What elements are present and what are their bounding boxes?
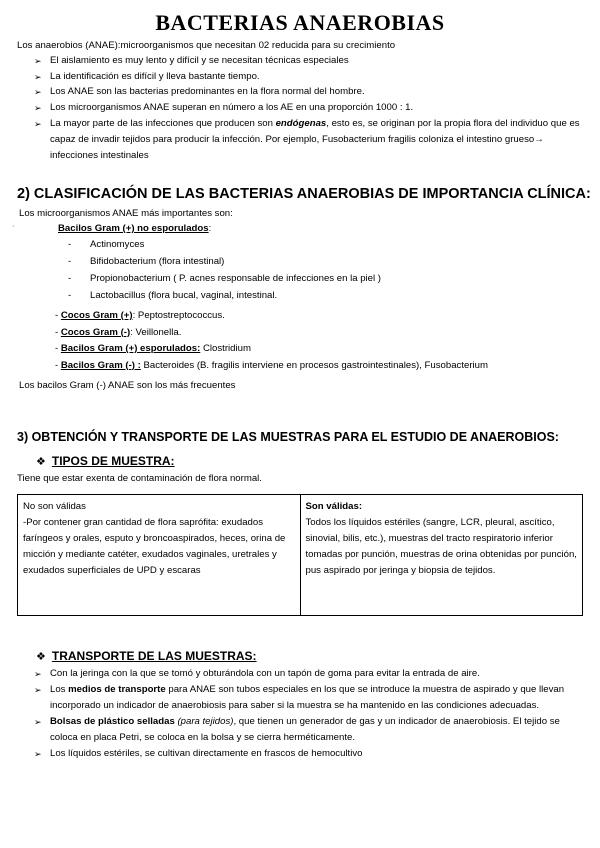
list-item: ➢ El aislamiento es muy lento y difícil y se necesitan técnicas especiales	[34, 55, 349, 66]
bacilos-no-esporulados-heading: Bacilos Gram (+) no esporulados:	[58, 223, 212, 234]
intro-text: Los anaerobios (ANAE):microorganismos que necesitan 02 reducida para su crecimiento	[17, 40, 396, 51]
tipos-intro: Tiene que estar exenta de contaminación de flora normal.	[17, 473, 262, 484]
groups-list	[55, 309, 585, 375]
list-item: - Cocos Gram (-): Veillonella.	[55, 326, 182, 338]
list-item: - Bacilos Gram (-) : Bacteroides (B. fragilis interviene en procesos gastrointestinales), Fusobacterium	[55, 359, 488, 371]
dash-icon: -	[68, 256, 72, 267]
list-item: ➢ Los líquidos estériles, se cultivan directamente en frascos de hemocultivo	[20, 746, 585, 762]
list-item: ➢ Con la jeringa con la que se tomó y obturándola con un tapón de goma para evitar la entrada de aire.	[20, 666, 585, 682]
invalid-samples-title: No son válidas	[23, 501, 86, 512]
list-item: ➢ Los microorganismos ANAE superan en número a los AE en una proporción 1000 : 1.	[34, 101, 414, 113]
list-item: - Cocos Gram (+): Peptostreptococcus.	[55, 310, 225, 321]
list-item: - Actinomyces	[68, 239, 145, 250]
table-row	[18, 495, 583, 616]
section-2-intro: Los microorganismos ANAE más importantes son:	[19, 208, 233, 219]
arrow-bullet-icon: ➢	[34, 87, 42, 97]
list-item: ➢ Los ANAE son las bacterias predominantes en la flora normal del hombre.	[34, 86, 365, 97]
list-item: ➢ Los medios de transporte para ANAE son tubos especiales en los que se introduce la muestra de aspirado y que llevan incorporado un indicador de anaerobiosis para saber si la muestra se ha mantenido en las condiciones adecuadas.	[34, 684, 565, 711]
tipos-heading: ❖ TIPOS DE MUESTRA:	[36, 454, 175, 468]
stray-mark: ·	[12, 223, 15, 230]
arrow-bullet-icon: ➢	[34, 56, 42, 66]
arrow-bullet-icon: ➢	[34, 717, 42, 727]
arrow-bullet-icon: ➢	[34, 669, 42, 679]
page-title: BACTERIAS ANAEROBIAS	[155, 10, 445, 35]
intro-bullet-list	[20, 54, 585, 164]
arrow-bullet-icon: ➢	[34, 71, 42, 82]
valid-samples-title: Son válidas:	[305, 501, 363, 512]
invalid-samples-text: -Por contener gran cantidad de flora saprófita: exudados faríngeos y orales, esputo y broncoaspirados, heces, orina de micción y mediante catéter, exudados vaginales, uretrales y exudados superficiales de UPD y escaras	[23, 517, 286, 576]
dash-icon: -	[68, 290, 72, 301]
sample-validity-table	[17, 494, 583, 616]
valid-samples-text: Todos los líquidos estériles (sangre, LCR, pleural, ascítico, sinovial, bilis, etc.), muestras del tracto respiratorio inferior tomadas por punción, muestras de orina obtenidas por punción, pus aspirado por jeringa y biopsia de tejidos.	[305, 517, 577, 576]
section-3-heading: 3) OBTENCIÓN Y TRANSPORTE DE LAS MUESTRAS PARA EL ESTUDIO DE ANAEROBIOS:	[17, 430, 559, 444]
diamond-bullet-icon: ❖	[36, 651, 46, 663]
dash-icon: -	[55, 343, 59, 354]
list-item: - Bifidobacterium (flora intestinal)	[68, 256, 225, 267]
invalid-samples-cell	[18, 495, 301, 616]
transporte-heading: ❖ TRANSPORTE DE LAS MUESTRAS:	[36, 649, 257, 663]
list-item: ➢ La mayor parte de las infecciones que producen son endógenas, esto es, se originan por la propia flora del individuo que es capaz de invadir tejidos para producir la infección. Por ejemplo, Fusobacterium fragilis coloniza el intestino grueso→ infecciones intestinales	[34, 118, 580, 161]
section-2-heading: 2) CLASIFICACIÓN DE LAS BACTERIAS ANAEROBIAS DE IMPORTANCIA CLÍNICA:	[17, 186, 591, 202]
valid-samples-cell	[300, 495, 583, 616]
arrow-bullet-icon: ➢	[34, 102, 42, 113]
emphasis-endogenas: endógenas	[275, 118, 327, 129]
transporte-bullet-list	[20, 666, 585, 762]
dash-icon: -	[55, 359, 59, 371]
arrow-bullet-icon: ➢	[34, 685, 42, 695]
list-item: - Lactobacillus (flora bucal, vaginal, intestinal.	[68, 290, 278, 301]
dash-icon: -	[55, 310, 59, 321]
arrow-bullet-icon: ➢	[34, 119, 42, 129]
dash-icon: -	[68, 239, 72, 250]
diamond-bullet-icon: ❖	[36, 456, 46, 468]
list-item: ➢ Bolsas de plástico selladas (para tejidos), que tienen un generador de gas y un indicador de anaerobiosis. El tejido se coloca en placa Petri, se coloca en la bolsa y se cierra herméticamente.	[34, 716, 560, 743]
section-2-note: Los bacilos Gram (-) ANAE son los más frecuentes	[19, 380, 236, 391]
list-item: - Bacilos Gram (+) esporulados: Clostridium	[55, 343, 251, 354]
dash-icon: -	[68, 273, 72, 284]
dash-icon: -	[55, 326, 59, 338]
list-item: - Propionobacterium ( P. acnes responsable de infecciones en la piel )	[68, 273, 382, 284]
bacilos-list	[68, 238, 578, 306]
list-item: ➢ La identificación es difícil y lleva bastante tiempo.	[34, 70, 260, 82]
arrow-bullet-icon: ➢	[34, 749, 42, 759]
